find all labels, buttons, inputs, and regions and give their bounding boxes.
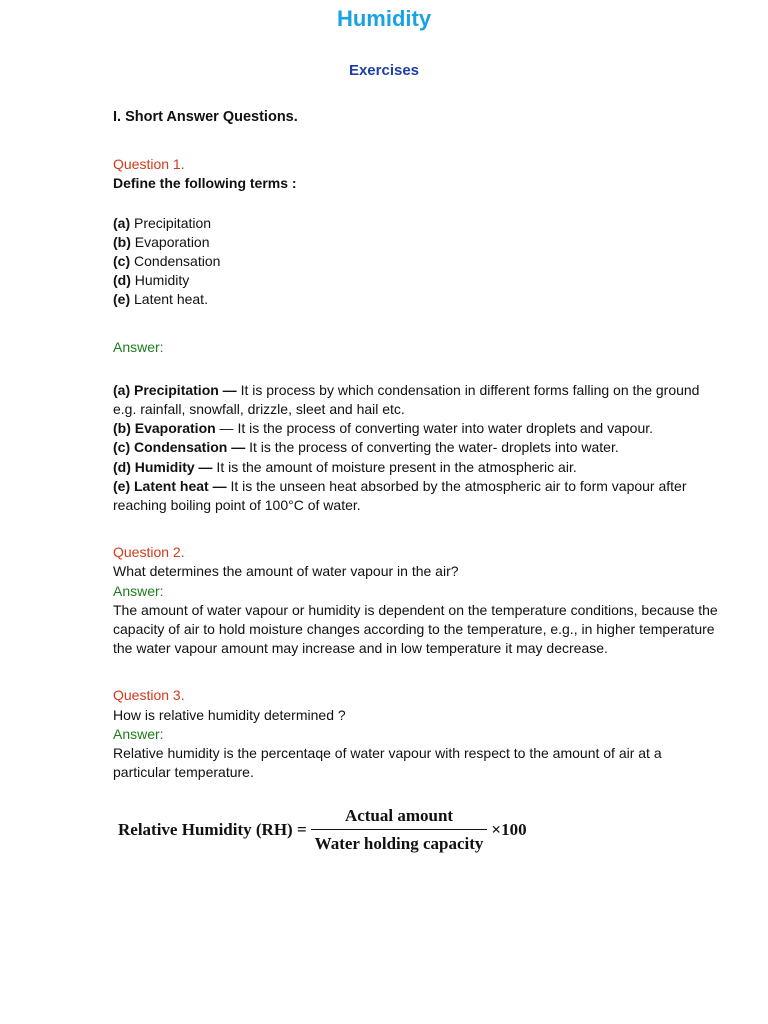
- definition-item: [113, 381, 723, 419]
- relative-humidity-formula: [118, 806, 527, 854]
- question-1-label: Question 1.: [113, 156, 185, 173]
- item-text: Latent heat.: [130, 291, 208, 308]
- formula-numerator: Actual amount: [344, 806, 454, 825]
- item-key: (d): [113, 272, 131, 289]
- item-text: Condensation: [130, 253, 221, 270]
- item-text: Evaporation: [130, 233, 210, 250]
- answer-1-definitions: [113, 381, 723, 515]
- definition-term: (a) Precipitation —: [113, 381, 237, 398]
- definition-text: It is the unseen heat absorbed by the atmospheric air to form vapour after reaching boiling point of 100°C of water.: [113, 477, 687, 514]
- list-item: [113, 271, 723, 290]
- formula-fraction: [311, 806, 488, 854]
- answer-2-label: Answer:: [113, 582, 164, 599]
- document-body: [113, 108, 723, 782]
- definition-term: (e) Latent heat —: [113, 477, 227, 494]
- question-1-prompt: Define the following terms :: [113, 175, 297, 192]
- formula-multiplier: ×100: [491, 820, 527, 839]
- definition-text: It is the process of converting the water- droplets into water.: [245, 439, 619, 456]
- answer-2-text: The amount of water vapour or humidity is dependent on the temperature conditions, because the capacity of air to hold moisture changes according to the temperature, e.g., in higher temperature the water vapour amount may increase and in low temperature it may decrease.: [113, 601, 718, 657]
- list-item: [113, 233, 723, 252]
- definition-term: (d) Humidity —: [113, 458, 213, 475]
- item-text: Precipitation: [130, 214, 212, 231]
- definition-item: [113, 458, 723, 477]
- page-subtitle: Exercises: [348, 62, 420, 79]
- item-text: Humidity: [130, 272, 190, 289]
- item-key: (e): [113, 291, 131, 308]
- definition-text: It is process by which condensation in different forms falling on the ground e.g. rainfall, snowfall, drizzle, sleet and hail etc.: [113, 381, 700, 418]
- question-2-label: Question 2.: [113, 544, 185, 561]
- question-3-prompt: How is relative humidity determined ?: [113, 706, 346, 723]
- item-key: (a): [113, 214, 131, 231]
- question-1-term-list: [113, 214, 723, 310]
- formula-lhs: Relative Humidity (RH) =: [118, 820, 307, 839]
- answer-1-label: Answer:: [113, 338, 164, 355]
- list-item: [113, 252, 723, 271]
- list-item: [113, 290, 723, 309]
- item-key: (b): [113, 233, 131, 250]
- definition-term: (b) Evaporation: [113, 420, 216, 437]
- definition-item: [113, 438, 723, 457]
- definition-item: [113, 419, 723, 438]
- question-2-prompt: What determines the amount of water vapour in the air?: [113, 563, 459, 580]
- definition-item: [113, 477, 723, 515]
- page-title: Humidity: [336, 6, 432, 31]
- definition-text: It is the amount of moisture present in the atmospheric air.: [212, 458, 577, 475]
- answer-3-text: Relative humidity is the percentaqe of water vapour with respect to the amount of air at a particular temperature.: [113, 745, 662, 781]
- item-key: (c): [113, 253, 131, 270]
- list-item: [113, 214, 723, 233]
- question-3-label: Question 3.: [113, 687, 185, 704]
- definition-text: — It is the process of converting water into water droplets and vapour.: [215, 420, 654, 437]
- section-heading: I. Short Answer Questions.: [113, 109, 298, 125]
- formula-denominator: Water holding capacity: [311, 829, 488, 854]
- answer-3-label: Answer:: [113, 725, 164, 742]
- definition-term: (c) Condensation —: [113, 439, 246, 456]
